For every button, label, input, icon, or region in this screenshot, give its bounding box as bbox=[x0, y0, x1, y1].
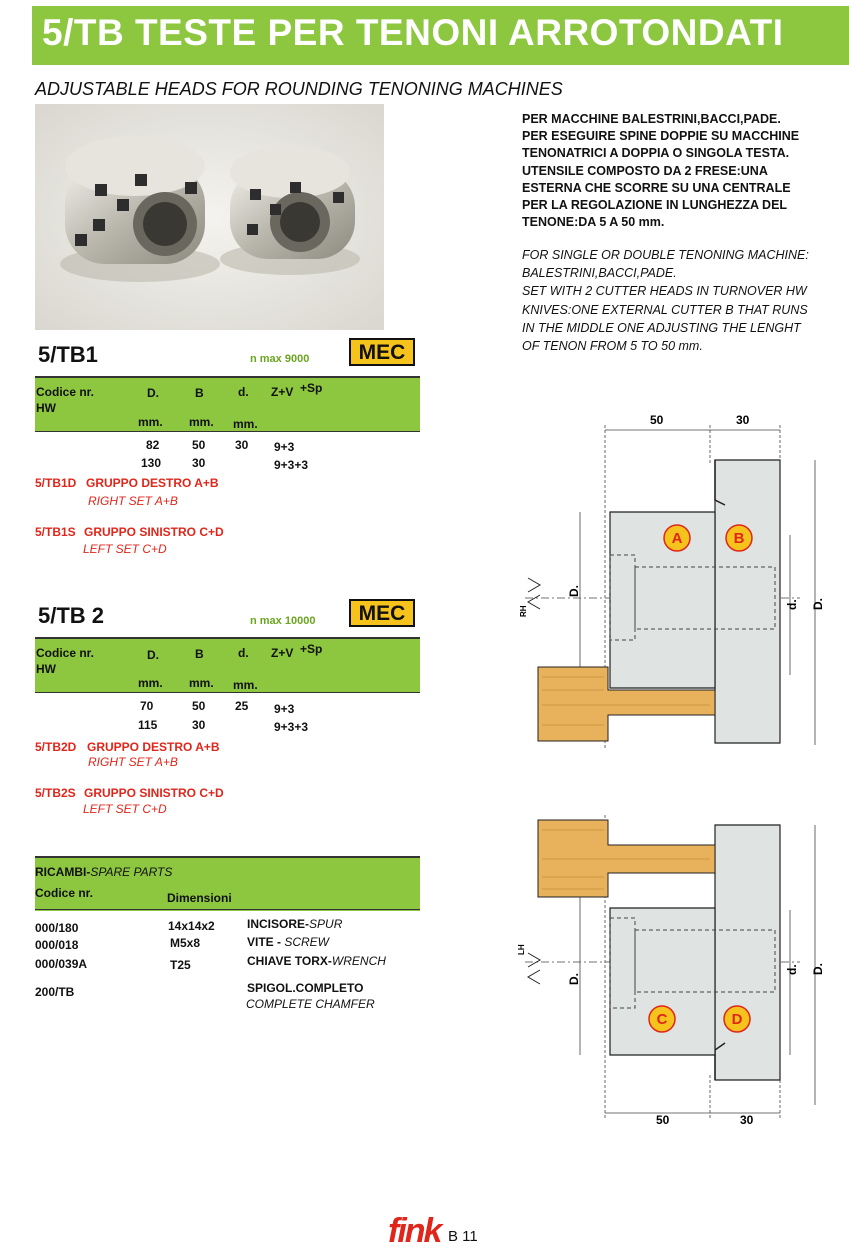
unit-D: mm. bbox=[138, 676, 163, 690]
spare-row-code: 000/180 bbox=[35, 921, 79, 935]
tb1-row2-Z: 9+3+3 bbox=[274, 458, 309, 472]
tb2-row2-B: 30 bbox=[192, 718, 206, 732]
mec-badge-tb1: MEC bbox=[349, 338, 415, 366]
tb1-left-set-it: GRUPPO SINISTRO C+D bbox=[84, 525, 224, 539]
dim-left: 50 bbox=[656, 1113, 670, 1127]
label-d: d. bbox=[785, 964, 799, 975]
tb2-left-set-code: 5/TB2S bbox=[35, 786, 76, 800]
tb2-row1-B: 50 bbox=[192, 699, 206, 713]
technical-drawing-lh bbox=[500, 815, 840, 1130]
tb1-right-set-code: 5/TB1D bbox=[35, 476, 77, 490]
tb2-row1-d: 25 bbox=[235, 699, 249, 713]
label-rh: RH bbox=[519, 605, 528, 617]
col-B-header: B bbox=[195, 386, 204, 400]
unit-D: mm. bbox=[138, 415, 163, 429]
tb2-row2-Z: 9+3+3 bbox=[274, 720, 309, 734]
table-divider bbox=[35, 909, 420, 910]
section-title-tb2: 5/TB 2 bbox=[38, 603, 105, 628]
title-banner bbox=[32, 6, 849, 65]
spare-row-desc: INCISORE-SPUR bbox=[247, 917, 343, 931]
tb2-right-set-en: RIGHT SET A+B bbox=[88, 755, 178, 769]
label-a: A bbox=[671, 530, 683, 547]
unit-d: mm. bbox=[233, 678, 258, 692]
spare-row-code: 000/039A bbox=[35, 957, 88, 971]
technical-drawing-rh bbox=[500, 405, 840, 750]
page-title: 5/TB TESTE PER TENONI ARROTONDATI bbox=[42, 12, 784, 53]
spare-row-desc-en: COMPLETE CHAMFER bbox=[246, 997, 375, 1011]
description-italian: PER MACCHINE BALESTRINI,BACCI,PADE. PER ESEGUIRE SPINE DOPPIE SU MACCHINE TENONATRICI A DOPPIA O SINGOLA TESTA. UTENSILE COMPOSTO DA 2 FRESE:UNA ESTERNA CHE SCORRE SU UNA CENTRALE PER LA REGOLAZIONE IN LUNGHEZZA DEL TENONE:DA 5 A 50 mm. bbox=[522, 112, 800, 230]
label-D-left: D. bbox=[567, 585, 581, 597]
spare-row-code: 000/018 bbox=[35, 938, 79, 952]
spare-row-desc: VITE - SCREW bbox=[247, 935, 330, 949]
tb2-row1-D: 70 bbox=[140, 699, 154, 713]
unit-B: mm. bbox=[189, 676, 214, 690]
cutter-a-body bbox=[610, 512, 715, 688]
col-B-header: B bbox=[195, 647, 204, 661]
tb1-row1-d: 30 bbox=[235, 438, 249, 452]
cutter-head-right bbox=[220, 146, 360, 275]
label-d: d. bbox=[785, 599, 799, 610]
tb1-row1-B: 50 bbox=[192, 438, 206, 452]
col-hw-header: HW bbox=[36, 662, 56, 676]
col-sp-header: +Sp bbox=[300, 642, 323, 656]
label-D-left: D. bbox=[567, 973, 581, 985]
col-zv-header: Z+V bbox=[271, 646, 294, 660]
spare-parts-title: RICAMBI-SPARE PARTS bbox=[35, 865, 173, 879]
label-lh: LH bbox=[517, 944, 526, 955]
spare-col-dim: Dimensioni bbox=[167, 891, 232, 905]
tb1-row2-D: 130 bbox=[141, 456, 162, 470]
spare-row-dim: 14x14x2 bbox=[168, 919, 215, 933]
col-D-header: D. bbox=[147, 386, 159, 400]
label-D-right: D. bbox=[811, 598, 825, 610]
tb1-row1-Z: 9+3 bbox=[274, 440, 295, 454]
tb1-left-set-code: 5/TB1S bbox=[35, 525, 76, 539]
mec-badge-tb2: MEC bbox=[349, 599, 415, 627]
unit-B: mm. bbox=[189, 415, 214, 429]
tb1-row2-B: 30 bbox=[192, 456, 206, 470]
rotation-arrow-icon bbox=[528, 578, 540, 609]
table-divider bbox=[35, 692, 420, 693]
tb1-right-set-en: RIGHT SET A+B bbox=[88, 494, 178, 508]
label-c: C bbox=[656, 1011, 668, 1028]
tb2-right-set-code: 5/TB2D bbox=[35, 740, 77, 754]
rotation-arrow-icon bbox=[528, 953, 540, 984]
cutter-d-body bbox=[715, 825, 780, 1080]
page-number: B 11 bbox=[448, 1228, 478, 1245]
dim-left: 50 bbox=[650, 413, 664, 427]
spare-row-desc: CHIAVE TORX-WRENCH bbox=[247, 954, 386, 968]
unit-d: mm. bbox=[233, 417, 258, 431]
tb2-right-set-it: GRUPPO DESTRO A+B bbox=[87, 740, 220, 754]
description-english: FOR SINGLE OR DOUBLE TENONING MACHINE: BALESTRINI,BACCI,PADE. SET WITH 2 CUTTER HEADS IN TURNOVER HW KNIVES:ONE EXTERNAL CUTTER B THAT RUNS IN THE MIDDLE ONE ADJUSTING THE LENGHT OF TENON FROM 5 TO 50 mm. bbox=[522, 248, 809, 354]
fink-logo bbox=[388, 1208, 448, 1248]
tb2-left-set-it: GRUPPO SINISTRO C+D bbox=[84, 786, 224, 800]
col-d-header: d. bbox=[238, 385, 249, 399]
col-zv-header: Z+V bbox=[271, 385, 294, 399]
tb1-right-set-it: GRUPPO DESTRO A+B bbox=[86, 476, 219, 490]
cutter-head-left bbox=[60, 136, 220, 282]
col-code-header: Codice nr. bbox=[36, 646, 95, 660]
label-d-cutter: D bbox=[731, 1011, 743, 1028]
svg-text:fink: fink bbox=[388, 1212, 441, 1248]
col-D-header: D. bbox=[147, 648, 159, 662]
tb2-row1-Z: 9+3 bbox=[274, 702, 295, 716]
max-rpm-tb1: n max 9000 bbox=[250, 353, 310, 365]
tb2-left-set-en: LEFT SET C+D bbox=[83, 802, 167, 816]
dim-right: 30 bbox=[736, 413, 750, 427]
col-hw-header: HW bbox=[36, 401, 56, 415]
spare-row-dim: M5x8 bbox=[170, 936, 201, 950]
spare-row-dim: T25 bbox=[170, 958, 191, 972]
col-d-header: d. bbox=[238, 646, 249, 660]
label-D-right: D. bbox=[811, 963, 825, 975]
col-sp-header: +Sp bbox=[300, 381, 323, 395]
tb1-left-set-en: LEFT SET C+D bbox=[83, 542, 167, 556]
max-rpm-tb2: n max 10000 bbox=[250, 615, 316, 627]
page-subtitle: ADJUSTABLE HEADS FOR ROUNDING TENONING MACHINES bbox=[35, 79, 563, 99]
spare-row-desc-it: SPIGOL.COMPLETO bbox=[247, 981, 364, 995]
product-photo bbox=[35, 104, 384, 330]
dim-right: 30 bbox=[740, 1113, 754, 1127]
spare-col-code: Codice nr. bbox=[35, 886, 94, 900]
cutter-b-body bbox=[715, 460, 780, 743]
table-divider bbox=[35, 431, 420, 432]
section-title-tb1: 5/TB1 bbox=[38, 342, 98, 367]
spare-row-code: 200/TB bbox=[35, 985, 75, 999]
tb1-row1-D: 82 bbox=[146, 438, 160, 452]
tb2-row2-D: 115 bbox=[138, 718, 158, 732]
label-b: B bbox=[733, 530, 745, 547]
wood-workpiece bbox=[538, 820, 715, 897]
col-code-header: Codice nr. bbox=[36, 385, 95, 399]
